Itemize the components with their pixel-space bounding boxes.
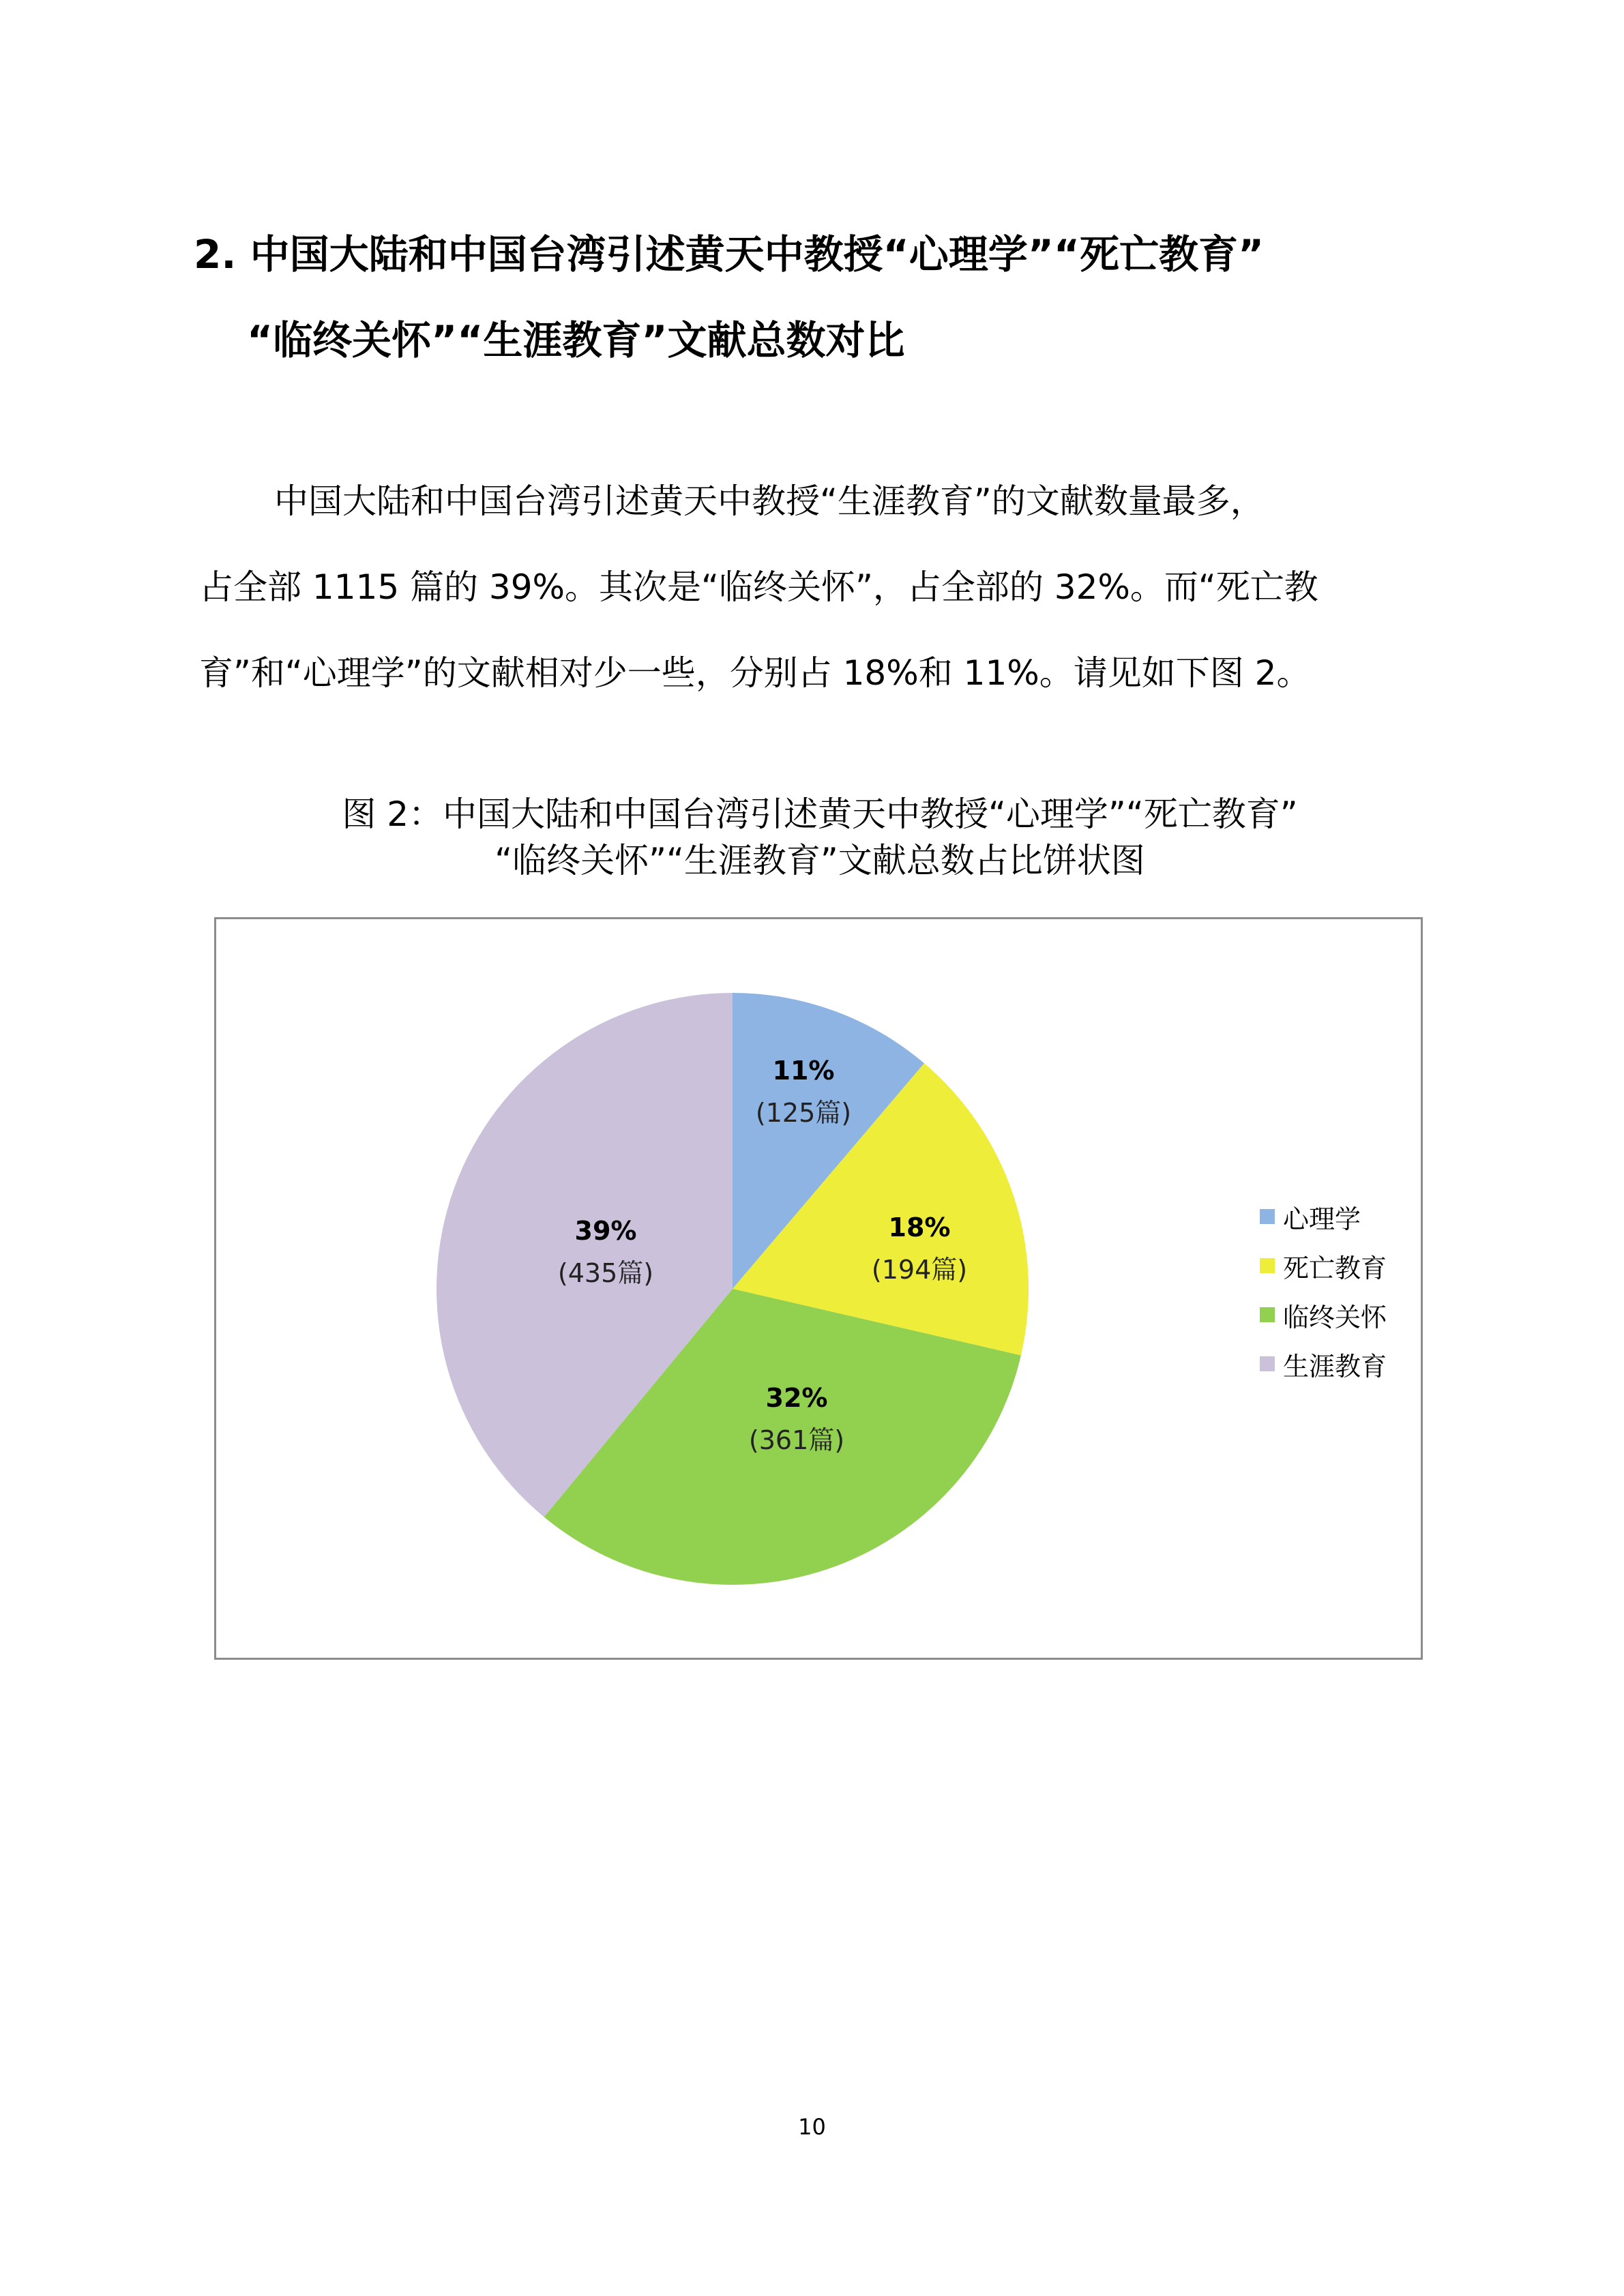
chart-legend (1260, 1192, 1387, 1388)
slice-count-label: (125篇) (755, 1098, 852, 1128)
paragraph-line-3: 育”和“心理学”的文献相对少一些，分别占 18%和 11%。请见如下图 2。 (199, 653, 1311, 693)
figure-caption-line-2: “临终关怀”“生涯教育”文献总数占比饼状图 (494, 841, 1145, 880)
legend-item (1260, 1339, 1387, 1388)
slice-count-label: (194篇) (871, 1255, 968, 1285)
legend-item (1260, 1290, 1387, 1339)
pie-chart-frame (214, 917, 1423, 1660)
legend-item (1260, 1241, 1387, 1290)
legend-label: 临终关怀 (1283, 1302, 1387, 1332)
legend-swatch (1260, 1258, 1275, 1273)
body-paragraph (199, 458, 1447, 716)
paragraph-line-1: 中国大陆和中国台湾引述黄天中教授“生涯教育”的文献数量最多， (274, 481, 1265, 521)
slice-percent-label: 11% (772, 1056, 835, 1086)
slice-count-label: (435篇) (557, 1258, 654, 1288)
section-heading (194, 211, 1462, 383)
figure-caption (199, 791, 1441, 884)
section-heading-line-2: “临终关怀”“生涯教育”文献总数对比 (247, 317, 905, 363)
slice-percent-label: 39% (574, 1216, 637, 1246)
section-heading-line-1: 2. 中国大陆和中国台湾引述黄天中教授“心理学”“死亡教育” (194, 231, 1265, 278)
legend-item (1260, 1192, 1387, 1241)
legend-swatch (1260, 1209, 1275, 1224)
pie-chart (216, 919, 1421, 1658)
figure-caption-line-1: 图 2：中国大陆和中国台湾引述黄天中教授“心理学”“死亡教育” (342, 794, 1298, 834)
legend-swatch (1260, 1307, 1275, 1322)
paragraph-line-2: 占全部 1115 篇的 39%。其次是“临终关怀”，占全部的 32%。而“死亡教 (199, 567, 1318, 607)
slice-percent-label: 32% (765, 1383, 828, 1413)
slice-percent-label: 18% (888, 1212, 951, 1242)
legend-label: 心理学 (1283, 1204, 1361, 1234)
legend-swatch (1260, 1356, 1275, 1371)
legend-label: 生涯教育 (1283, 1351, 1387, 1382)
page-number: 10 (798, 2114, 826, 2140)
slice-count-label: (361篇) (748, 1425, 845, 1455)
legend-label: 死亡教育 (1283, 1253, 1387, 1283)
